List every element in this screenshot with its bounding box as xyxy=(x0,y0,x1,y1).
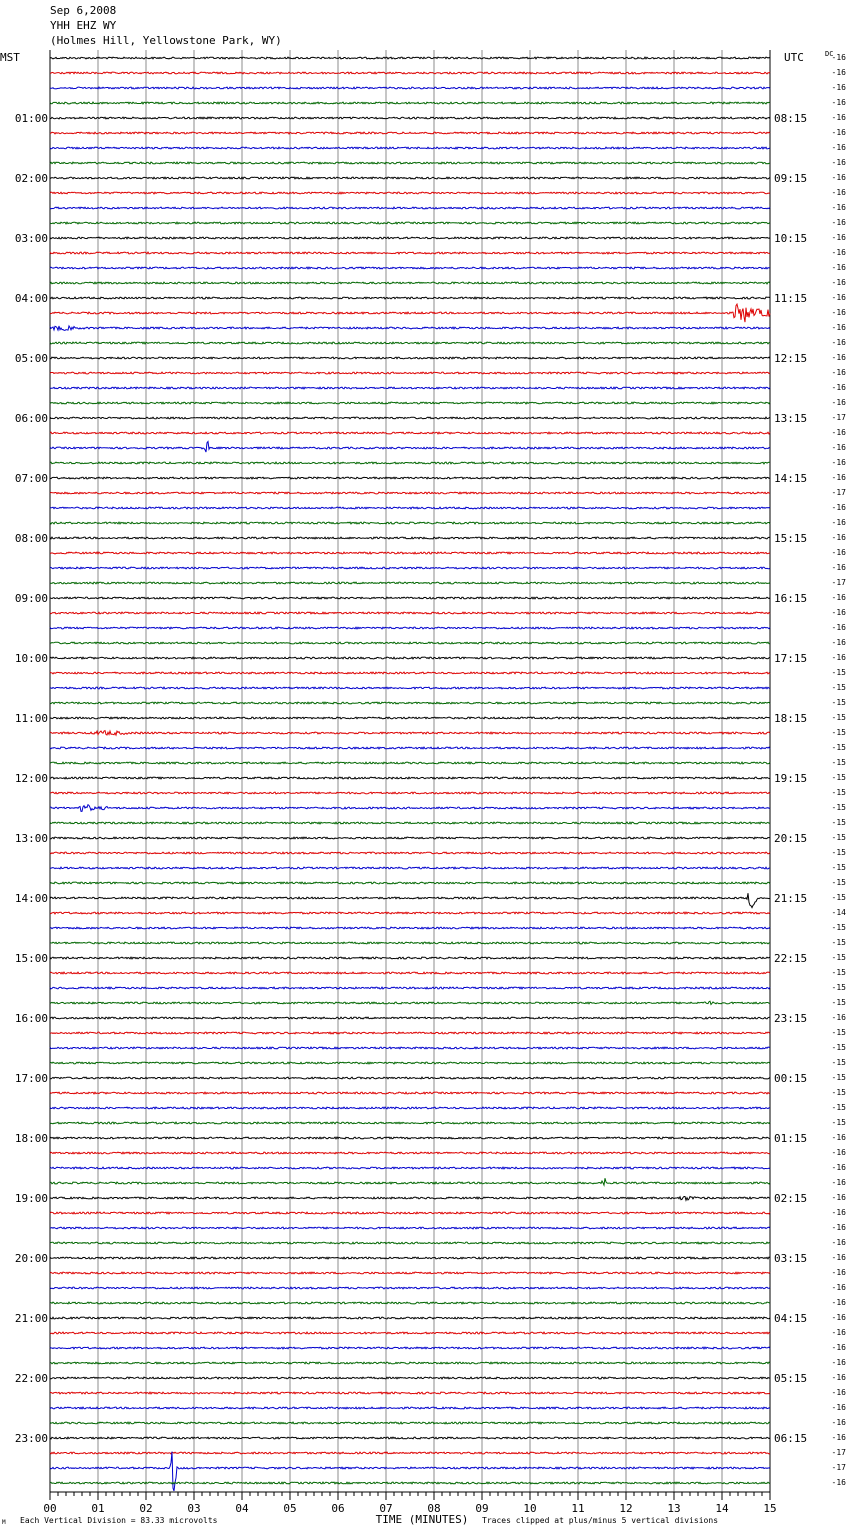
dc-offset-value: -15 xyxy=(831,833,846,842)
seismic-trace xyxy=(50,372,770,374)
seismic-trace xyxy=(50,1257,770,1259)
left-timezone-label: MST xyxy=(0,51,20,64)
dc-offset-value: -16 xyxy=(831,203,846,212)
seismic-trace xyxy=(50,1032,770,1034)
dc-offset-value: -17 xyxy=(831,413,846,422)
seismic-trace xyxy=(50,582,770,584)
seismic-trace xyxy=(50,1047,770,1049)
dc-offset-value: -17 xyxy=(831,488,846,497)
dc-offset-value: -15 xyxy=(831,803,846,812)
seismic-trace xyxy=(50,1317,770,1319)
seismic-trace xyxy=(50,1122,770,1124)
seismic-trace xyxy=(50,612,770,614)
seismic-trace xyxy=(50,957,770,959)
seismic-trace xyxy=(50,132,770,134)
seismic-trace xyxy=(50,792,770,794)
dc-offset-value: -16 xyxy=(831,1163,846,1172)
dc-offset-value: -16 xyxy=(831,113,846,122)
utc-hour-label: 12:15 xyxy=(774,352,808,365)
dc-offset-value: -16 xyxy=(831,308,846,317)
mst-hour-label: 19:00 xyxy=(14,1192,48,1205)
seismic-trace xyxy=(50,987,770,989)
utc-hour-label: 20:15 xyxy=(774,832,808,845)
seismic-trace xyxy=(50,672,770,674)
seismic-trace xyxy=(50,1197,770,1201)
seismic-trace xyxy=(50,1137,770,1139)
dc-offset-value: -16 xyxy=(831,503,846,512)
seismic-trace xyxy=(50,117,770,119)
mst-hour-label: 04:00 xyxy=(14,292,48,305)
seismic-trace xyxy=(50,1242,770,1244)
dc-offset-value: -16 xyxy=(831,1208,846,1217)
dc-offset-value: -16 xyxy=(831,338,846,347)
x-axis-title: TIME (MINUTES) xyxy=(375,1513,469,1526)
utc-hour-label: 08:15 xyxy=(774,112,808,125)
dc-offset-value: -15 xyxy=(831,698,846,707)
dc-offset-value: -15 xyxy=(831,998,846,1007)
seismic-trace xyxy=(50,1287,770,1289)
dc-offset-value: -16 xyxy=(831,518,846,527)
corner-mark: M xyxy=(2,1519,6,1526)
seismic-trace xyxy=(50,72,770,74)
seismic-trace xyxy=(50,1001,770,1004)
dc-offset-value: -15 xyxy=(831,743,846,752)
dc-offset-value: -17 xyxy=(831,1448,846,1457)
utc-hour-label: 21:15 xyxy=(774,892,808,905)
dc-offset-value: -16 xyxy=(831,473,846,482)
dc-offset-value: -16 xyxy=(831,383,846,392)
seismic-trace xyxy=(50,1227,770,1229)
dc-offset-value: -15 xyxy=(831,923,846,932)
seismic-trace xyxy=(50,432,770,434)
dc-offset-value: -16 xyxy=(831,158,846,167)
seismic-trace xyxy=(50,1362,770,1364)
dc-offset-value: -16 xyxy=(831,623,846,632)
seismic-trace xyxy=(50,762,770,764)
seismic-trace xyxy=(50,492,770,494)
seismic-trace xyxy=(50,1077,770,1079)
dc-offset-value: -15 xyxy=(831,953,846,962)
dc-offset-value: -15 xyxy=(831,1028,846,1037)
seismic-trace xyxy=(50,1452,770,1454)
seismic-trace xyxy=(50,282,770,284)
mst-hour-label: 06:00 xyxy=(14,412,48,425)
x-tick-label: 00 xyxy=(43,1502,57,1515)
dc-offset-value: -16 xyxy=(831,1283,846,1292)
seismic-trace xyxy=(50,805,770,812)
utc-hour-label: 06:15 xyxy=(774,1432,808,1445)
dc-offset-value: -16 xyxy=(831,1358,846,1367)
seismic-trace xyxy=(50,462,770,464)
seismic-trace xyxy=(50,1482,770,1484)
seismic-trace xyxy=(50,1452,770,1491)
seismic-trace xyxy=(50,1107,770,1109)
dc-offset-value: -15 xyxy=(831,1118,846,1127)
dc-offset-value: -15 xyxy=(831,788,846,797)
seismic-trace xyxy=(50,567,770,569)
seismic-trace xyxy=(50,477,770,479)
seismic-trace xyxy=(50,304,770,322)
dc-offset-value: -16 xyxy=(831,248,846,257)
seismic-trace xyxy=(50,267,770,269)
seismic-trace xyxy=(50,657,770,659)
utc-hour-label: 14:15 xyxy=(774,472,808,485)
seismic-trace xyxy=(50,731,770,736)
mst-hour-label: 11:00 xyxy=(14,712,48,725)
mst-hour-label: 05:00 xyxy=(14,352,48,365)
seismic-trace xyxy=(50,1272,770,1274)
seismic-trace xyxy=(50,1152,770,1154)
dc-offset-value: -15 xyxy=(831,1058,846,1067)
seismic-trace xyxy=(50,1377,770,1379)
seismic-trace xyxy=(50,972,770,974)
seismic-trace xyxy=(50,1178,770,1185)
seismic-trace xyxy=(50,147,770,149)
dc-offset-value: -16 xyxy=(831,1298,846,1307)
x-tick-label: 03 xyxy=(187,1502,201,1515)
seismic-trace xyxy=(50,642,770,644)
mst-hour-label: 14:00 xyxy=(14,892,48,905)
dc-offset-value: -15 xyxy=(831,1103,846,1112)
dc-offset-value: -16 xyxy=(831,1418,846,1427)
seismic-trace xyxy=(50,1422,770,1424)
dc-offset-value: -16 xyxy=(831,173,846,182)
x-tick-label: 10 xyxy=(523,1502,537,1515)
seismic-trace xyxy=(50,442,770,453)
dc-offset-value: -16 xyxy=(831,1178,846,1187)
seismic-trace xyxy=(50,522,770,524)
dc-offset-value: -16 xyxy=(831,188,846,197)
utc-hour-label: 09:15 xyxy=(774,172,808,185)
dc-offset-value: -15 xyxy=(831,683,846,692)
mst-hour-label: 15:00 xyxy=(14,952,48,965)
seismic-trace xyxy=(50,597,770,599)
dc-offset-value: -16 xyxy=(831,1313,846,1322)
x-tick-label: 07 xyxy=(379,1502,393,1515)
mst-hour-label: 18:00 xyxy=(14,1132,48,1145)
dc-offset-value: -17 xyxy=(831,1463,846,1472)
seismic-trace xyxy=(50,687,770,689)
seismic-trace xyxy=(50,237,770,239)
utc-hour-label: 15:15 xyxy=(774,532,808,545)
mst-hour-label: 02:00 xyxy=(14,172,48,185)
station-location: (Holmes Hill, Yellowstone Park, WY) xyxy=(50,34,282,47)
utc-hour-label: 11:15 xyxy=(774,292,808,305)
dc-offset-value: -16 xyxy=(831,1223,846,1232)
utc-hour-label: 23:15 xyxy=(774,1012,808,1025)
mst-hour-label: 12:00 xyxy=(14,772,48,785)
clip-note: Traces clipped at plus/minus 5 vertical divisions xyxy=(482,1516,719,1525)
dc-offset-value: -16 xyxy=(831,293,846,302)
dc-offset-value: -15 xyxy=(831,1043,846,1052)
dc-offset-value: -16 xyxy=(831,128,846,137)
dc-offset-value: -16 xyxy=(831,1148,846,1157)
dc-offset-value: -16 xyxy=(831,263,846,272)
mst-hour-label: 09:00 xyxy=(14,592,48,605)
dc-offset-value: -15 xyxy=(831,1088,846,1097)
dc-offset-value: -16 xyxy=(831,653,846,662)
seismic-trace xyxy=(50,717,770,719)
seismic-trace xyxy=(50,822,770,824)
seismic-trace xyxy=(50,507,770,509)
seismic-trace xyxy=(50,1392,770,1394)
dc-offset-value: -16 xyxy=(831,1238,846,1247)
dc-offset-value: -15 xyxy=(831,758,846,767)
seismic-trace xyxy=(50,1302,770,1304)
scale-note: Each Vertical Division = 83.33 microvolts xyxy=(20,1516,218,1525)
x-tick-label: 09 xyxy=(475,1502,489,1515)
seismic-trace xyxy=(50,1017,770,1019)
utc-hour-label: 17:15 xyxy=(774,652,808,665)
dc-offset-value: -16 xyxy=(831,1328,846,1337)
seismic-trace xyxy=(50,912,770,914)
mst-hour-label: 23:00 xyxy=(14,1432,48,1445)
dc-offset-value: -16 xyxy=(831,143,846,152)
seismic-trace xyxy=(50,87,770,89)
dc-offset-value: -15 xyxy=(831,893,846,902)
x-tick-label: 02 xyxy=(139,1502,153,1515)
seismic-trace xyxy=(50,192,770,194)
dc-offset-value: -16 xyxy=(831,1133,846,1142)
dc-offset-value: -16 xyxy=(831,1013,846,1022)
seismic-trace xyxy=(50,326,770,331)
dc-offset-value: -16 xyxy=(831,563,846,572)
utc-hour-label: 16:15 xyxy=(774,592,808,605)
mst-hour-label: 16:00 xyxy=(14,1012,48,1025)
dc-offset-value: -16 xyxy=(831,218,846,227)
dc-offset-value: -16 xyxy=(831,1373,846,1382)
mst-hour-label: 21:00 xyxy=(14,1312,48,1325)
utc-hour-label: 05:15 xyxy=(774,1372,808,1385)
dc-offset-value: -16 xyxy=(831,428,846,437)
dc-offset-value: -15 xyxy=(831,1073,846,1082)
dc-offset-value: -15 xyxy=(831,938,846,947)
dc-offset-value: -16 xyxy=(831,1268,846,1277)
seismic-trace xyxy=(50,1437,770,1439)
utc-hour-label: 22:15 xyxy=(774,952,808,965)
seismic-trace xyxy=(50,1062,770,1064)
seismic-trace xyxy=(50,1407,770,1409)
seismic-trace xyxy=(50,1212,770,1214)
mst-hour-label: 10:00 xyxy=(14,652,48,665)
dc-offset-value: -16 xyxy=(831,443,846,452)
x-tick-label: 15 xyxy=(763,1502,777,1515)
plot-date: Sep 6,2008 xyxy=(50,4,117,17)
dc-offset-value: -16 xyxy=(831,398,846,407)
seismic-trace xyxy=(50,222,770,224)
utc-hour-label: 03:15 xyxy=(774,1252,808,1265)
mst-hour-label: 01:00 xyxy=(14,112,48,125)
seismic-trace xyxy=(50,1332,770,1334)
dc-offset-value: -16 xyxy=(831,233,846,242)
utc-hour-label: 04:15 xyxy=(774,1312,808,1325)
utc-hour-label: 00:15 xyxy=(774,1072,808,1085)
seismic-trace xyxy=(50,942,770,944)
dc-offset-value: -15 xyxy=(831,863,846,872)
dc-offset-value: -16 xyxy=(831,638,846,647)
right-timezone-label: UTC xyxy=(784,51,804,64)
seismic-trace xyxy=(50,387,770,389)
seismic-trace xyxy=(50,882,770,884)
dc-offset-value: -16 xyxy=(831,353,846,362)
dc-offset-value: -15 xyxy=(831,773,846,782)
mst-hour-label: 03:00 xyxy=(14,232,48,245)
dc-offset-value: -15 xyxy=(831,878,846,887)
dc-offset-value: -16 xyxy=(831,1433,846,1442)
dc-offset-value: -15 xyxy=(831,728,846,737)
seismic-trace xyxy=(50,777,770,779)
dc-offset-value: -16 xyxy=(831,323,846,332)
seismic-trace xyxy=(50,342,770,344)
seismic-trace xyxy=(50,552,770,554)
seismic-trace xyxy=(50,837,770,839)
seismic-trace xyxy=(50,893,770,907)
dc-offset-value: -16 xyxy=(831,593,846,602)
seismic-trace xyxy=(50,252,770,254)
seismic-trace xyxy=(50,747,770,749)
mst-hour-label: 20:00 xyxy=(14,1252,48,1265)
dc-offset-value: -16 xyxy=(831,608,846,617)
x-tick-label: 12 xyxy=(619,1502,633,1515)
seismic-trace xyxy=(50,867,770,869)
seismic-trace xyxy=(50,57,770,59)
x-tick-label: 06 xyxy=(331,1502,345,1515)
mst-hour-label: 22:00 xyxy=(14,1372,48,1385)
dc-offset-value: -16 xyxy=(831,1253,846,1262)
x-tick-label: 13 xyxy=(667,1502,681,1515)
utc-hour-label: 18:15 xyxy=(774,712,808,725)
x-tick-label: 14 xyxy=(715,1502,729,1515)
dc-offset-value: -16 xyxy=(831,533,846,542)
mst-hour-label: 17:00 xyxy=(14,1072,48,1085)
mst-hour-label: 07:00 xyxy=(14,472,48,485)
seismic-trace xyxy=(50,1167,770,1169)
dc-offset-value: -15 xyxy=(831,818,846,827)
dc-offset-value: -15 xyxy=(831,713,846,722)
dc-offset-value: -16 xyxy=(831,1388,846,1397)
x-tick-label: 01 xyxy=(91,1502,105,1515)
seismic-trace xyxy=(50,702,770,704)
dc-offset-value: -16 xyxy=(831,278,846,287)
dc-offset-value: -16 xyxy=(831,1193,846,1202)
utc-hour-label: 13:15 xyxy=(774,412,808,425)
seismic-trace xyxy=(50,537,770,539)
seismic-trace xyxy=(50,627,770,629)
x-tick-label: 11 xyxy=(571,1502,585,1515)
dc-offset-value: -16 xyxy=(831,83,846,92)
utc-hour-label: 10:15 xyxy=(774,232,808,245)
dc-offset-value: -15 xyxy=(831,968,846,977)
seismic-trace xyxy=(50,402,770,404)
dc-label: DC xyxy=(825,50,834,58)
seismic-trace xyxy=(50,1092,770,1094)
dc-offset-value: -14 xyxy=(831,908,846,917)
seismic-trace xyxy=(50,852,770,854)
dc-offset-value: -15 xyxy=(831,668,846,677)
seismic-trace xyxy=(50,177,770,179)
dc-offset-value: -16 xyxy=(831,68,846,77)
dc-offset-value: -16 xyxy=(831,368,846,377)
station-code: YHH EHZ WY xyxy=(50,19,117,32)
dc-offset-value: -16 xyxy=(831,458,846,467)
dc-offset-value: -16 xyxy=(831,98,846,107)
x-tick-label: 05 xyxy=(283,1502,297,1515)
dc-offset-value: -15 xyxy=(831,983,846,992)
mst-hour-label: 13:00 xyxy=(14,832,48,845)
seismic-trace xyxy=(50,927,770,929)
x-tick-label: 04 xyxy=(235,1502,249,1515)
utc-hour-label: 02:15 xyxy=(774,1192,808,1205)
utc-hour-label: 19:15 xyxy=(774,772,808,785)
utc-hour-label: 01:15 xyxy=(774,1132,808,1145)
seismic-trace xyxy=(50,207,770,209)
dc-offset-value: -15 xyxy=(831,848,846,857)
seismic-trace xyxy=(50,102,770,104)
seismic-trace xyxy=(50,417,770,419)
dc-offset-value: -16 xyxy=(831,1403,846,1412)
dc-offset-value: -16 xyxy=(831,1343,846,1352)
seismic-trace xyxy=(50,297,770,299)
seismic-trace xyxy=(50,1347,770,1349)
mst-hour-label: 08:00 xyxy=(14,532,48,545)
seismic-trace xyxy=(50,357,770,359)
dc-offset-value: -17 xyxy=(831,578,846,587)
seismic-trace xyxy=(50,162,770,164)
dc-offset-value: -16 xyxy=(831,1478,846,1487)
x-tick-label: 08 xyxy=(427,1502,441,1515)
dc-offset-value: -16 xyxy=(831,53,846,62)
dc-offset-value: -16 xyxy=(831,548,846,557)
